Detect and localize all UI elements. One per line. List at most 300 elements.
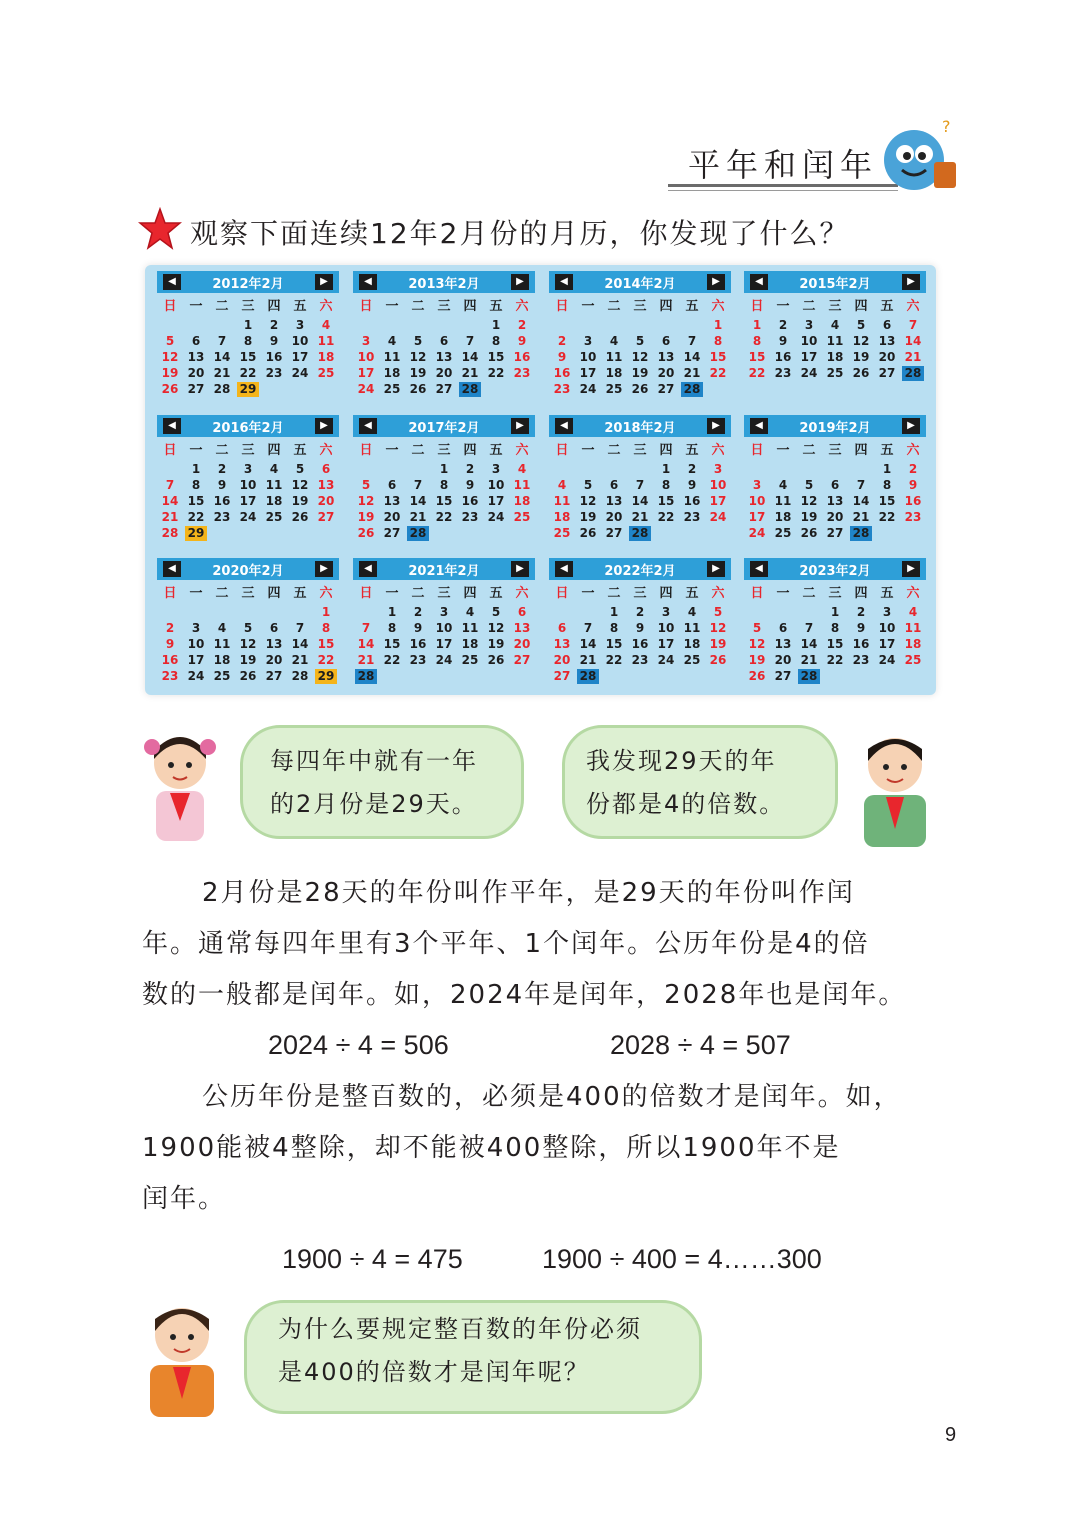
day-cell: 4: [609, 334, 619, 348]
day-cell: 27: [605, 526, 623, 540]
day-cell: 14: [409, 494, 427, 508]
day-cell: 9: [269, 334, 279, 348]
day-cell: 16: [513, 350, 531, 364]
day-cell: 9: [687, 478, 697, 492]
day-cell: 4: [778, 478, 788, 492]
day-cell: 13: [826, 494, 844, 508]
prev-month-icon[interactable]: ◀: [163, 418, 181, 434]
day-cell: 25: [213, 669, 231, 683]
page-number: 9: [945, 1424, 957, 1446]
day-cell: 21: [904, 350, 922, 364]
day-cell: 22: [605, 653, 623, 667]
day-cell: 13: [513, 621, 531, 635]
last-day-cell: 28: [459, 382, 481, 397]
page-title: 平年和闰年: [688, 146, 879, 184]
calendar-panel: [145, 265, 936, 695]
day-cell: 7: [687, 334, 697, 348]
weekday-label: 日: [359, 586, 373, 601]
weekday-label: 六: [319, 443, 333, 458]
day-cell: 19: [291, 494, 309, 508]
month-header: [157, 271, 339, 293]
paragraph-2-line-2: 1900能被4整除，却不能被400整除，所以1900年不是: [142, 1133, 841, 1163]
weekday-label: 日: [750, 443, 764, 458]
day-cell: 20: [605, 510, 623, 524]
day-cell: 23: [852, 653, 870, 667]
day-cell: 1: [882, 462, 892, 476]
next-month-icon[interactable]: ▶: [707, 274, 725, 290]
day-cell: 22: [239, 366, 257, 380]
next-month-icon[interactable]: ▶: [707, 418, 725, 434]
weekday-label: 三: [437, 443, 451, 458]
weekday-label: 二: [802, 586, 816, 601]
day-cell: 10: [357, 350, 375, 364]
month-header: [549, 415, 731, 437]
day-cell: 22: [709, 366, 727, 380]
day-cell: 12: [631, 350, 649, 364]
day-cell: 17: [487, 494, 505, 508]
weekday-label: 二: [215, 299, 229, 314]
weekday-label: 四: [267, 299, 281, 314]
day-cell: 10: [800, 334, 818, 348]
prev-month-icon[interactable]: ◀: [359, 274, 377, 290]
day-cell: 23: [213, 510, 231, 524]
day-cell: 12: [161, 350, 179, 364]
weekday-label: 日: [750, 586, 764, 601]
day-cell: 13: [435, 350, 453, 364]
month-header: [353, 271, 535, 293]
weekday-label: 二: [411, 299, 425, 314]
day-cell: 8: [321, 621, 331, 635]
day-cell: 20: [265, 653, 283, 667]
day-cell: 16: [904, 494, 922, 508]
day-cell: 15: [605, 637, 623, 651]
weekday-row: [353, 295, 535, 313]
day-cell: 11: [904, 621, 922, 635]
day-cell: 7: [361, 621, 371, 635]
day-cell: 13: [383, 494, 401, 508]
prev-month-icon[interactable]: ◀: [750, 418, 768, 434]
day-cell: 1: [387, 605, 397, 619]
weekday-label: 六: [515, 299, 529, 314]
day-cell: 20: [513, 637, 531, 651]
day-cell: 5: [295, 462, 305, 476]
next-month-icon[interactable]: ▶: [315, 418, 333, 434]
day-cell: 18: [904, 637, 922, 651]
day-cell: 11: [683, 621, 701, 635]
weekday-label: 六: [515, 586, 529, 601]
day-cell: 26: [709, 653, 727, 667]
weekday-label: 六: [319, 586, 333, 601]
weekday-label: 五: [880, 443, 894, 458]
day-cell: 12: [239, 637, 257, 651]
day-cell: 11: [317, 334, 335, 348]
day-cell: 16: [161, 653, 179, 667]
month-calendar: [744, 558, 926, 696]
day-cell: 5: [361, 478, 371, 492]
weekday-label: 一: [385, 586, 399, 601]
prev-month-icon[interactable]: ◀: [163, 561, 181, 577]
day-cell: 15: [878, 494, 896, 508]
day-cell: 25: [774, 526, 792, 540]
day-cell: 3: [713, 462, 723, 476]
day-cell: 22: [487, 366, 505, 380]
day-cell: 5: [804, 478, 814, 492]
day-cell: 25: [683, 653, 701, 667]
day-cell: 5: [165, 334, 175, 348]
day-cell: 9: [217, 478, 227, 492]
day-cell: 7: [856, 478, 866, 492]
weekday-label: 三: [828, 586, 842, 601]
weekday-label: 五: [685, 299, 699, 314]
day-cell: 28: [291, 669, 309, 683]
day-cell: 2: [856, 605, 866, 619]
day-cell: 2: [517, 318, 527, 332]
day-cell: 8: [609, 621, 619, 635]
day-cell: 24: [748, 526, 766, 540]
girl-bubble-line-1: 每四年中就有一年: [270, 747, 478, 775]
day-cell: 27: [435, 382, 453, 396]
day-cell: 2: [778, 318, 788, 332]
equation-2024: 2024 ÷ 4 = 506: [268, 1030, 449, 1060]
weekday-label: 六: [906, 299, 920, 314]
prev-month-icon[interactable]: ◀: [163, 274, 181, 290]
weekday-label: 日: [359, 443, 373, 458]
day-cell: 24: [878, 653, 896, 667]
prev-month-icon[interactable]: ◀: [555, 418, 573, 434]
prev-month-icon[interactable]: ◀: [750, 274, 768, 290]
day-cell: 23: [161, 669, 179, 683]
month-calendar: [353, 271, 535, 409]
day-cell: 16: [213, 494, 231, 508]
day-cell: 4: [557, 478, 567, 492]
boy-2-illustration: [142, 1295, 222, 1420]
weekday-label: 一: [189, 299, 203, 314]
day-cell: 22: [435, 510, 453, 524]
weekday-label: 日: [163, 586, 177, 601]
day-cell: 22: [317, 653, 335, 667]
month-title: 2019年2月: [799, 421, 871, 436]
day-cell: 20: [774, 653, 792, 667]
weekday-label: 三: [828, 299, 842, 314]
day-cell: 21: [631, 510, 649, 524]
last-day-cell: 29: [237, 382, 259, 397]
boy-bubble-line-1: 我发现29天的年: [586, 747, 777, 775]
weekday-label: 日: [555, 299, 569, 314]
day-cell: 7: [908, 318, 918, 332]
boy-bubble-line-2: 份都是4的倍数。: [586, 790, 786, 818]
day-cell: 23: [631, 653, 649, 667]
weekday-label: 日: [555, 443, 569, 458]
day-cell: 27: [553, 669, 571, 683]
day-cell: 2: [687, 462, 697, 476]
day-cell: 2: [165, 621, 175, 635]
girl-bubble-line-2: 的2月份是29天。: [270, 790, 478, 818]
weekday-label: 六: [711, 586, 725, 601]
next-month-icon[interactable]: ▶: [511, 418, 529, 434]
day-cell: 9: [557, 350, 567, 364]
month-title: 2012年2月: [212, 277, 284, 292]
day-cell: 5: [752, 621, 762, 635]
day-cell: 10: [435, 621, 453, 635]
prev-month-icon[interactable]: ◀: [555, 561, 573, 577]
weekday-label: 五: [489, 443, 503, 458]
day-cell: 17: [709, 494, 727, 508]
equation-1900-by-4: 1900 ÷ 4 = 475: [282, 1244, 463, 1274]
day-cell: 22: [878, 510, 896, 524]
day-cell: 21: [409, 510, 427, 524]
day-cell: 13: [657, 350, 675, 364]
last-day-cell: 28: [902, 366, 924, 381]
day-cell: 5: [856, 318, 866, 332]
day-cell: 12: [357, 494, 375, 508]
day-cell: 17: [435, 637, 453, 651]
equation-1900-by-400: 1900 ÷ 400 = 4……300: [542, 1244, 822, 1274]
day-cell: 23: [683, 510, 701, 524]
next-month-icon[interactable]: ▶: [315, 561, 333, 577]
next-month-icon[interactable]: ▶: [707, 561, 725, 577]
day-cell: 26: [800, 526, 818, 540]
day-cell: 21: [213, 366, 231, 380]
day-cell: 1: [830, 605, 840, 619]
day-cell: 27: [774, 669, 792, 683]
day-cell: 22: [383, 653, 401, 667]
day-cell: 14: [800, 637, 818, 651]
day-cell: 8: [882, 478, 892, 492]
day-cell: 11: [826, 334, 844, 348]
svg-text:?: ?: [942, 118, 951, 136]
day-cell: 1: [243, 318, 253, 332]
day-cell: 10: [657, 621, 675, 635]
day-cell: 25: [826, 366, 844, 380]
day-cell: 9: [165, 637, 175, 651]
day-cell: 18: [383, 366, 401, 380]
day-cell: 27: [513, 653, 531, 667]
day-cell: 14: [461, 350, 479, 364]
day-cell: 16: [631, 637, 649, 651]
girl-illustration: [140, 725, 220, 845]
day-cell: 16: [683, 494, 701, 508]
day-cell: 3: [439, 605, 449, 619]
day-cell: 8: [830, 621, 840, 635]
day-cell: 6: [778, 621, 788, 635]
weekday-label: 一: [385, 443, 399, 458]
next-month-icon[interactable]: ▶: [315, 274, 333, 290]
day-cell: 26: [487, 653, 505, 667]
month-header: [744, 415, 926, 437]
day-cell: 18: [461, 637, 479, 651]
weekday-label: 一: [776, 443, 790, 458]
prev-month-icon[interactable]: ◀: [555, 274, 573, 290]
day-cell: 6: [882, 318, 892, 332]
day-cell: 13: [774, 637, 792, 651]
day-cell: 4: [687, 605, 697, 619]
day-cell: 24: [487, 510, 505, 524]
weekday-label: 四: [267, 443, 281, 458]
weekday-label: 六: [711, 443, 725, 458]
day-cell: 20: [826, 510, 844, 524]
day-cell: 24: [291, 366, 309, 380]
month-title: 2022年2月: [604, 564, 676, 579]
month-header: [744, 271, 926, 293]
day-cell: 23: [265, 366, 283, 380]
day-cell: 14: [579, 637, 597, 651]
prev-month-icon[interactable]: ◀: [359, 561, 377, 577]
day-cell: 2: [269, 318, 279, 332]
day-cell: 2: [217, 462, 227, 476]
day-cell: 10: [291, 334, 309, 348]
day-cell: 19: [631, 366, 649, 380]
day-cell: 4: [269, 462, 279, 476]
day-cell: 18: [265, 494, 283, 508]
month-title: 2013年2月: [408, 277, 480, 292]
month-header: [353, 415, 535, 437]
weekday-row: [744, 295, 926, 313]
day-cell: 12: [800, 494, 818, 508]
weekday-label: 六: [906, 443, 920, 458]
day-cell: 11: [265, 478, 283, 492]
day-cell: 27: [657, 382, 675, 396]
day-cell: 13: [187, 350, 205, 364]
day-cell: 17: [291, 350, 309, 364]
day-cell: 19: [852, 350, 870, 364]
weekday-label: 一: [776, 299, 790, 314]
weekday-row: [744, 439, 926, 457]
day-cell: 22: [748, 366, 766, 380]
day-cell: 8: [491, 334, 501, 348]
day-cell: 20: [553, 653, 571, 667]
day-cell: 7: [804, 621, 814, 635]
day-cell: 28: [161, 526, 179, 540]
weekday-label: 五: [489, 586, 503, 601]
day-cell: 21: [357, 653, 375, 667]
paragraph-1-line-3: 数的一般都是闰年。如，2024年是闰年，2028年也是闰年。: [142, 980, 907, 1010]
question-bubble-line-1: 为什么要规定整百数的年份必须: [278, 1315, 642, 1343]
day-cell: 16: [774, 350, 792, 364]
day-cell: 3: [243, 462, 253, 476]
next-month-icon[interactable]: ▶: [902, 274, 920, 290]
month-title: 2014年2月: [604, 277, 676, 292]
day-cell: 15: [826, 637, 844, 651]
day-cell: 20: [435, 366, 453, 380]
paragraph-1-line-1: 2月份是28天的年份叫作平年，是29天的年份叫作闰: [202, 878, 855, 908]
weekday-label: 五: [293, 299, 307, 314]
paragraph-2-line-3: 闰年。: [142, 1184, 227, 1214]
weekday-label: 三: [633, 443, 647, 458]
day-cell: 8: [387, 621, 397, 635]
weekday-label: 二: [215, 443, 229, 458]
weekday-label: 六: [711, 299, 725, 314]
day-cell: 8: [439, 478, 449, 492]
day-cell: 15: [187, 494, 205, 508]
day-cell: 14: [357, 637, 375, 651]
day-cell: 3: [295, 318, 305, 332]
prev-month-icon[interactable]: ◀: [359, 418, 377, 434]
day-cell: 11: [774, 494, 792, 508]
day-cell: 11: [553, 494, 571, 508]
day-cell: 25: [553, 526, 571, 540]
next-month-icon[interactable]: ▶: [902, 418, 920, 434]
day-cell: 25: [904, 653, 922, 667]
weekday-row: [549, 295, 731, 313]
day-cell: 15: [748, 350, 766, 364]
weekday-row: [157, 582, 339, 600]
day-cell: 4: [830, 318, 840, 332]
day-cell: 16: [409, 637, 427, 651]
day-cell: 11: [213, 637, 231, 651]
weekday-label: 三: [437, 299, 451, 314]
day-cell: 19: [357, 510, 375, 524]
day-cell: 21: [683, 366, 701, 380]
day-cell: 5: [713, 605, 723, 619]
day-cell: 18: [826, 350, 844, 364]
day-cell: 12: [852, 334, 870, 348]
day-cell: 3: [752, 478, 762, 492]
day-cell: 24: [239, 510, 257, 524]
day-cell: 26: [579, 526, 597, 540]
day-cell: 5: [243, 621, 253, 635]
day-cell: 3: [583, 334, 593, 348]
day-cell: 13: [317, 478, 335, 492]
month-calendar: [157, 558, 339, 696]
next-month-icon[interactable]: ▶: [511, 274, 529, 290]
day-cell: 17: [748, 510, 766, 524]
last-day-cell: 28: [407, 526, 429, 541]
day-cell: 20: [187, 366, 205, 380]
day-cell: 3: [882, 605, 892, 619]
weekday-label: 一: [385, 299, 399, 314]
day-cell: 19: [748, 653, 766, 667]
mascot-icon: [872, 118, 962, 193]
next-month-icon[interactable]: ▶: [902, 561, 920, 577]
day-cell: 10: [878, 621, 896, 635]
weekday-label: 日: [555, 586, 569, 601]
day-cell: 2: [465, 462, 475, 476]
day-cell: 13: [878, 334, 896, 348]
day-cell: 4: [908, 605, 918, 619]
day-cell: 7: [295, 621, 305, 635]
day-cell: 1: [661, 462, 671, 476]
day-cell: 14: [904, 334, 922, 348]
day-cell: 7: [413, 478, 423, 492]
month-calendar: [549, 271, 731, 409]
weekday-label: 一: [189, 586, 203, 601]
day-cell: 4: [217, 621, 227, 635]
day-cell: 26: [239, 669, 257, 683]
weekday-label: 六: [515, 443, 529, 458]
paragraph-2-line-1: 公历年份是整百数的，必须是400的倍数才是闰年。如，: [202, 1082, 902, 1112]
day-cell: 16: [461, 494, 479, 508]
day-cell: 18: [553, 510, 571, 524]
day-cell: 9: [413, 621, 423, 635]
day-cell: 6: [269, 621, 279, 635]
weekday-label: 五: [685, 443, 699, 458]
day-cell: 19: [239, 653, 257, 667]
day-cell: 9: [856, 621, 866, 635]
month-calendar: [744, 271, 926, 409]
day-cell: 28: [213, 382, 231, 396]
month-calendar: [353, 558, 535, 696]
day-cell: 15: [435, 494, 453, 508]
prev-month-icon[interactable]: ◀: [750, 561, 768, 577]
day-cell: 14: [852, 494, 870, 508]
day-cell: 24: [579, 382, 597, 396]
day-cell: 3: [804, 318, 814, 332]
weekday-label: 四: [854, 586, 868, 601]
day-cell: 9: [908, 478, 918, 492]
day-cell: 18: [683, 637, 701, 651]
next-month-icon[interactable]: ▶: [511, 561, 529, 577]
day-cell: 20: [317, 494, 335, 508]
